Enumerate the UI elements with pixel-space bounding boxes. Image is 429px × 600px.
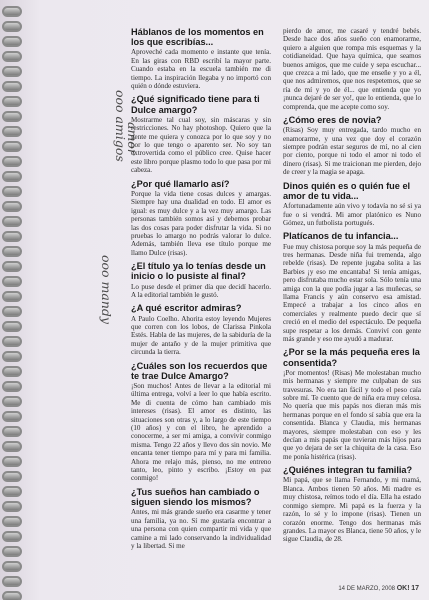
page-footer	[338, 585, 419, 592]
question-heading: ¿Cómo eres de novia?	[283, 115, 382, 126]
ring-binding	[0, 0, 24, 600]
answer-text: Mostrarme tal cual soy, sin máscaras y sin restricciones. No hay photoshop. Quiero que la gente me quiera y conozca por lo que soy y no por lo que tengo o aparento ser. No soy tan extrovertida como el público cree. Quise hacer este libro porque plasmo todo lo que pasa por mi cabeza.	[131, 115, 271, 175]
binding-ring	[2, 366, 22, 377]
answer-text: ¡Por momentos! (Risas) Me molestaban mucho mis hermanas y siempre me culpaban de sus travesuras. No era tan fácil y todo el peso caía sobre mí. Te cuento que de niña era muy celosa. No quería que mis papás nos dieran más mis hermanas porque en el fondo sí sabía que era la consentida. Blanca y Claudia, mis hermanas mayores, siempre molestaban con eso y les decían a mis papás que tuvieran más hijos para que yo dejara de ser la chiquita de la casa. Eso me ponía histérica (risas).	[283, 368, 421, 461]
question-heading: Dinos quién es o quién fue el amor de tu vida...	[283, 180, 411, 201]
handwritten-notes	[48, 0, 140, 600]
question-heading: ¿Quiénes integran tu familia?	[283, 465, 413, 476]
magazine-name: OK!	[396, 585, 410, 592]
binding-ring	[2, 456, 22, 467]
binding-ring	[2, 561, 22, 572]
binding-ring	[2, 441, 22, 452]
answer-text: Fue muy chistosa porque soy la más pequeña de tres hermanas. Desde niña fui tremenda, algo rebelde (risas). De repente jugaba solita a las Barbies ¡y eso me encantaba! Si tenía amigas, pero disfrutaba mucho estar sola. Sólo tenía una amiga con la que podía jugar a las muñecas, se llama Francis y aún conservo esa amistad. Empecé a trabajar a los cinco años en comerciales y realmente puedo decir que sí creció en el medio del espectáculo. De pequeña supe respetar a los demás. Conviví con gente más grande y eso me ayudó a madurar.	[283, 242, 421, 343]
answer-text: (Risas) Soy muy entregada, tardo mucho en enamorarme, y una vez que doy el corazón siempre podrán estar seguros de mí, no al cien por ciento, porque ni todo el amor ni todo el dinero (risas). Si me traicionan me pierden, dejo de creer y la magia se apaga.	[283, 126, 421, 177]
answer-text: Afortunadamente aún vivo y todavía no sé si ya fue o si vendrá. Mi amor platónico es Nuno Gómez, un futbolista portugués.	[283, 202, 421, 227]
binding-ring	[2, 381, 22, 392]
question-heading: ¿A qué escritor admiras?	[131, 303, 242, 314]
handwriting-line-2: ooo mandy	[99, 255, 114, 324]
binding-ring	[2, 291, 22, 302]
handwriting-line-3: ooo amigos	[113, 90, 128, 162]
binding-ring	[2, 501, 22, 512]
binding-ring	[2, 486, 22, 497]
question-heading: ¿Cuáles son los recuerdos que te trae Dulce Amargo?	[131, 360, 268, 381]
binding-ring	[2, 111, 22, 122]
question-heading: ¿Tus sueños han cambiado o siguen siendo los mismos?	[131, 486, 260, 508]
binding-ring	[2, 336, 22, 347]
binding-ring	[2, 531, 22, 542]
binding-ring	[2, 171, 22, 182]
binding-ring	[2, 276, 22, 287]
question-heading: Háblanos de los momentos en los que escribías...	[131, 27, 264, 48]
question-heading: ¿Qué significado tiene para ti Dulce amargo?	[131, 94, 260, 115]
question-heading: ¿Por se la más pequeña eres la consentida?	[283, 347, 420, 368]
binding-ring	[2, 411, 22, 422]
binding-ring	[2, 396, 22, 407]
answer-text: pierdo de amor, me casaré y tendré bebés. Desde hace dos años sueño con enamorarme, quiero a alguien que rompa mis esquemas y la cotidianeidad. Que haya química, que seamos buenos amigos, que me cuide y sepa escuchar... que crezca a mi lado, que me enseñe y yo a él, que nos admiremos, que nos respetemos, que se ría de mí y yo de él... que entienda que yo ¡nunca dejaré de ser yo!, que lo entienda, que lo comprenda, que me acepte como soy.	[283, 27, 421, 111]
answer-text: Antes, mi más grande sueño era casarme y tener una familia, ya no. Sí me gustaría encontrar a una persona con quien compartir mi vida y que camine a mi lado conservando la individualidad y la libertad. Si me	[131, 508, 271, 550]
binding-ring	[2, 321, 22, 332]
binding-ring	[2, 21, 22, 32]
binding-ring	[2, 36, 22, 47]
binding-ring	[2, 6, 22, 17]
issue-date: 14 DE MARZO, 2008	[338, 586, 396, 592]
binding-ring	[2, 156, 22, 167]
binding-ring	[2, 201, 22, 212]
binding-ring	[2, 66, 22, 77]
answer-text: ¡Son muchos! Antes de llevar a la editorial mi última entrega, volví a leer lo que había escrito. Me di cuenta de cómo han cambiado mis intereses (risas). El amor es distinto, las situaciones son otras y, a lo largo de este tiempo (10 años) y con el libro, he aprendido a conocerme, a ser mi amiga, a convivir conmigo misma. Tengo 22 años y llevo dos sin novio. Me encanta tener tiempo para mí y para mi familia. Ahora me relajo más, pienso, no me entreno tanto, leo, pinto y escribo. ¡Estoy en paz conmigo!	[131, 382, 271, 483]
binding-ring	[2, 246, 22, 257]
binding-ring	[2, 426, 22, 437]
binding-ring	[2, 141, 22, 152]
question-heading: ¿El título ya lo tenías desde un inicio o lo pusiste al final?	[131, 261, 266, 282]
article-column-right	[283, 27, 421, 544]
answer-text: Mi papá, que se llama Fernando, y mi mamá, Blanca. Ambos tienen 50 años. Mi madre es muy chistosa, reímos todo el día. Ella ha estado conmigo siempre. Mi papá es la fuerza y la razón, lo sé y lo impone (risas). Tienen un corazón enorme. Tengo dos hermanas más grandes. La mayor es Blanca, tiene 50 años, y le sigue Claudia, de 28.	[283, 476, 421, 544]
binding-ring	[2, 231, 22, 242]
binding-ring	[2, 126, 22, 137]
binding-ring	[2, 216, 22, 227]
binding-ring	[2, 51, 22, 62]
handwriting-line-1: amor	[125, 122, 140, 155]
binding-ring	[2, 546, 22, 557]
binding-ring	[2, 186, 22, 197]
page-number: 17	[411, 585, 419, 592]
answer-text: Porque la vida tiene cosas dulces y amargas. Siempre hay una dualidad en todo. El amor es igual: es muy dulce y a la vez muy amargo. Las personas también somos así y debemos probar las dos cosas para poder disfrutar la vida. Si no pruebas lo amargo no podrás valorar lo dulce. Además, también lleva ese título porque me llamo Dulce (risas).	[131, 189, 271, 257]
answer-text: A Paulo Coelho. Ahorita estoy leyendo Mujeres que corren con los lobos, de Clarissa Pinkola Estés. Habla de las mujeres, de la sabiduría de la mujer de antaño y de la mujer primitiva que circunda la tierra.	[131, 314, 271, 357]
binding-ring	[2, 96, 22, 107]
answer-text: Aproveché cada momento e instante que tenía. En las giras con RBD escribí la mayor parte. Cuando estaba en la escuela también me di tiempo. La inspiración llegaba y no importó con quién o dónde estuviera.	[131, 48, 271, 91]
binding-ring	[2, 306, 22, 317]
article-column-left	[131, 27, 271, 550]
binding-ring	[2, 471, 22, 482]
binding-ring	[2, 81, 22, 92]
binding-ring	[2, 351, 22, 362]
answer-text: Lo puse desde el primer día que decidí hacerlo. A la editorial también le gustó.	[131, 282, 271, 299]
binding-ring	[2, 576, 22, 587]
binding-ring	[2, 516, 22, 527]
binding-ring	[2, 261, 22, 272]
question-heading: ¿Por qué llamarlo así?	[131, 178, 230, 189]
binding-ring	[2, 591, 22, 600]
question-heading: Platícanos de tu infancia...	[283, 231, 399, 242]
